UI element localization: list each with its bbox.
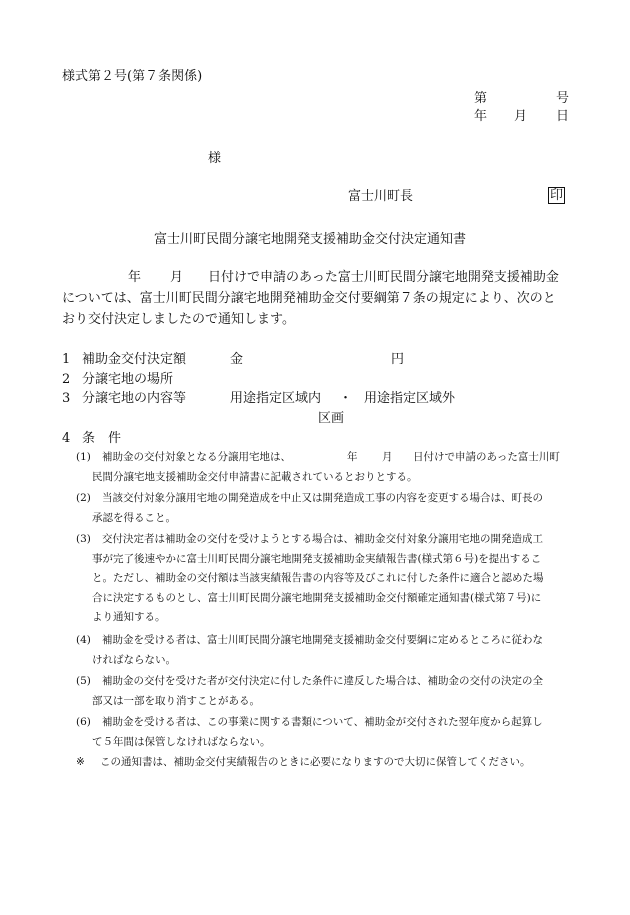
condition-1-date-year: 年 xyxy=(347,451,358,463)
issuer-name: 富士川町長 xyxy=(348,189,414,204)
item3-number: 3 xyxy=(62,391,71,406)
item3-label: 分譲宅地の内容等 xyxy=(82,391,187,406)
doc-date-month: 月 xyxy=(514,109,528,124)
condition-2-line-1: 当該交付対象分譲用宅地の開発造成を中止又は開発造成工事の内容を変更する場合は、町長の xyxy=(102,492,543,504)
condition-6-number: (6) xyxy=(76,716,91,728)
condition-3-number: (3) xyxy=(76,533,91,545)
condition-1-date-rest: 日付けで申請のあった富士川町 xyxy=(413,451,560,463)
doc-number-suffix: 号 xyxy=(556,91,570,106)
item1-number: 1 xyxy=(62,352,71,367)
condition-1-number: (1) xyxy=(76,451,91,463)
condition-6-line-2: て５年間は保管しなければならない。 xyxy=(92,735,271,748)
condition-4 xyxy=(76,631,576,670)
item2-number: 2 xyxy=(62,372,71,387)
form-header: 様式第２号(第７条関係) xyxy=(62,69,203,84)
intro-paragraph xyxy=(62,267,572,330)
item1-currency-prefix: 金 xyxy=(230,352,244,367)
doc-date-day: 日 xyxy=(556,109,570,124)
condition-6-line-1: 補助金を受ける者は、この事業に関する書類について、補助金が交付された翌年度から起算し xyxy=(102,716,543,728)
intro-line-2: については、富士川町民間分譲宅地開発補助金交付要綱第７条の規定により、次のと xyxy=(62,291,556,306)
condition-5 xyxy=(76,672,576,711)
condition-2-number: (2) xyxy=(76,492,91,504)
item3-separator: ・ xyxy=(339,391,353,406)
item1-label: 補助金交付決定額 xyxy=(82,352,187,367)
condition-4-number: (4) xyxy=(76,634,91,646)
condition-5-line-1: 補助金の交付を受けた者が交付決定に付した条件に違反した場合は、補助金の交付の決定の全 xyxy=(102,675,543,687)
condition-3-line-1: 交付決定者は補助金の交付を受けようとする場合は、補助金交付対象分譲用宅地の開発造成工 xyxy=(102,533,543,545)
note-text: この通知書は、補助金交付実績報告のときに必要になりますので大切に保管してください。 xyxy=(100,756,531,768)
condition-5-line-2: 部又は一部を取り消すことがある。 xyxy=(92,694,260,707)
item3-unit: 区画 xyxy=(318,411,345,426)
item1-currency-suffix: 円 xyxy=(391,352,405,367)
item4-label: 条 件 xyxy=(82,431,122,446)
document-title: 富士川町民間分譲宅地開発支援補助金交付決定通知書 xyxy=(154,232,467,247)
condition-1-line-2: 民間分譲宅地支援補助金交付申請書に記載されているとおりとする。 xyxy=(92,470,418,483)
condition-6 xyxy=(76,713,576,752)
intro-line1-rest: 日付けで申請のあった富士川町民間分譲宅地開発支援補助金 xyxy=(208,270,559,285)
condition-1 xyxy=(76,448,576,487)
condition-3-line-4: 合に決定するものとし、富士川町民間分譲宅地開発支援補助金交付額確定通知書(様式第７号)に xyxy=(92,591,542,604)
condition-2 xyxy=(76,489,576,528)
condition-3-line-3: と。ただし、補助金の交付額は当該実績報告書の内容等及びこれに付した条件に適合と認めた場 xyxy=(92,572,544,584)
condition-2-line-2: 承認を得ること。 xyxy=(92,511,176,524)
doc-number-prefix: 第 xyxy=(474,91,488,106)
item3-option-inside: 用途指定区域内 xyxy=(230,391,322,406)
item2-label: 分譲宅地の場所 xyxy=(82,372,174,387)
note-mark: ※ xyxy=(76,756,85,768)
seal-mark: 印 xyxy=(550,188,564,203)
condition-3-line-5: より通知する。 xyxy=(92,611,166,623)
condition-1-date-month: 月 xyxy=(382,451,393,463)
condition-1-line-1: 補助金の交付対象となる分譲用宅地は、 xyxy=(102,451,291,463)
intro-line-1 xyxy=(62,267,572,288)
addressee-suffix: 様 xyxy=(208,151,222,166)
doc-date-year: 年 xyxy=(474,109,488,124)
intro-year: 年 xyxy=(128,270,142,285)
intro-month: 月 xyxy=(170,270,184,285)
seal-box xyxy=(548,186,565,206)
condition-4-line-1: 補助金を受ける者は、富士川町民間分譲宅地開発支援補助金交付要綱に定めるところに従わな xyxy=(102,634,543,646)
intro-line-3: おり交付決定しましたので通知します。 xyxy=(62,312,295,327)
condition-3-line-2: 事が完了後速やかに富士川町民間分譲宅地開発支援補助金実績報告書(様式第６号)を提出するこ xyxy=(92,552,542,565)
condition-4-line-2: ければならない。 xyxy=(92,653,176,666)
condition-3 xyxy=(76,530,576,628)
condition-5-number: (5) xyxy=(76,675,91,687)
item4-number: 4 xyxy=(62,431,71,446)
item3-option-outside: 用途指定区域外 xyxy=(364,391,456,406)
